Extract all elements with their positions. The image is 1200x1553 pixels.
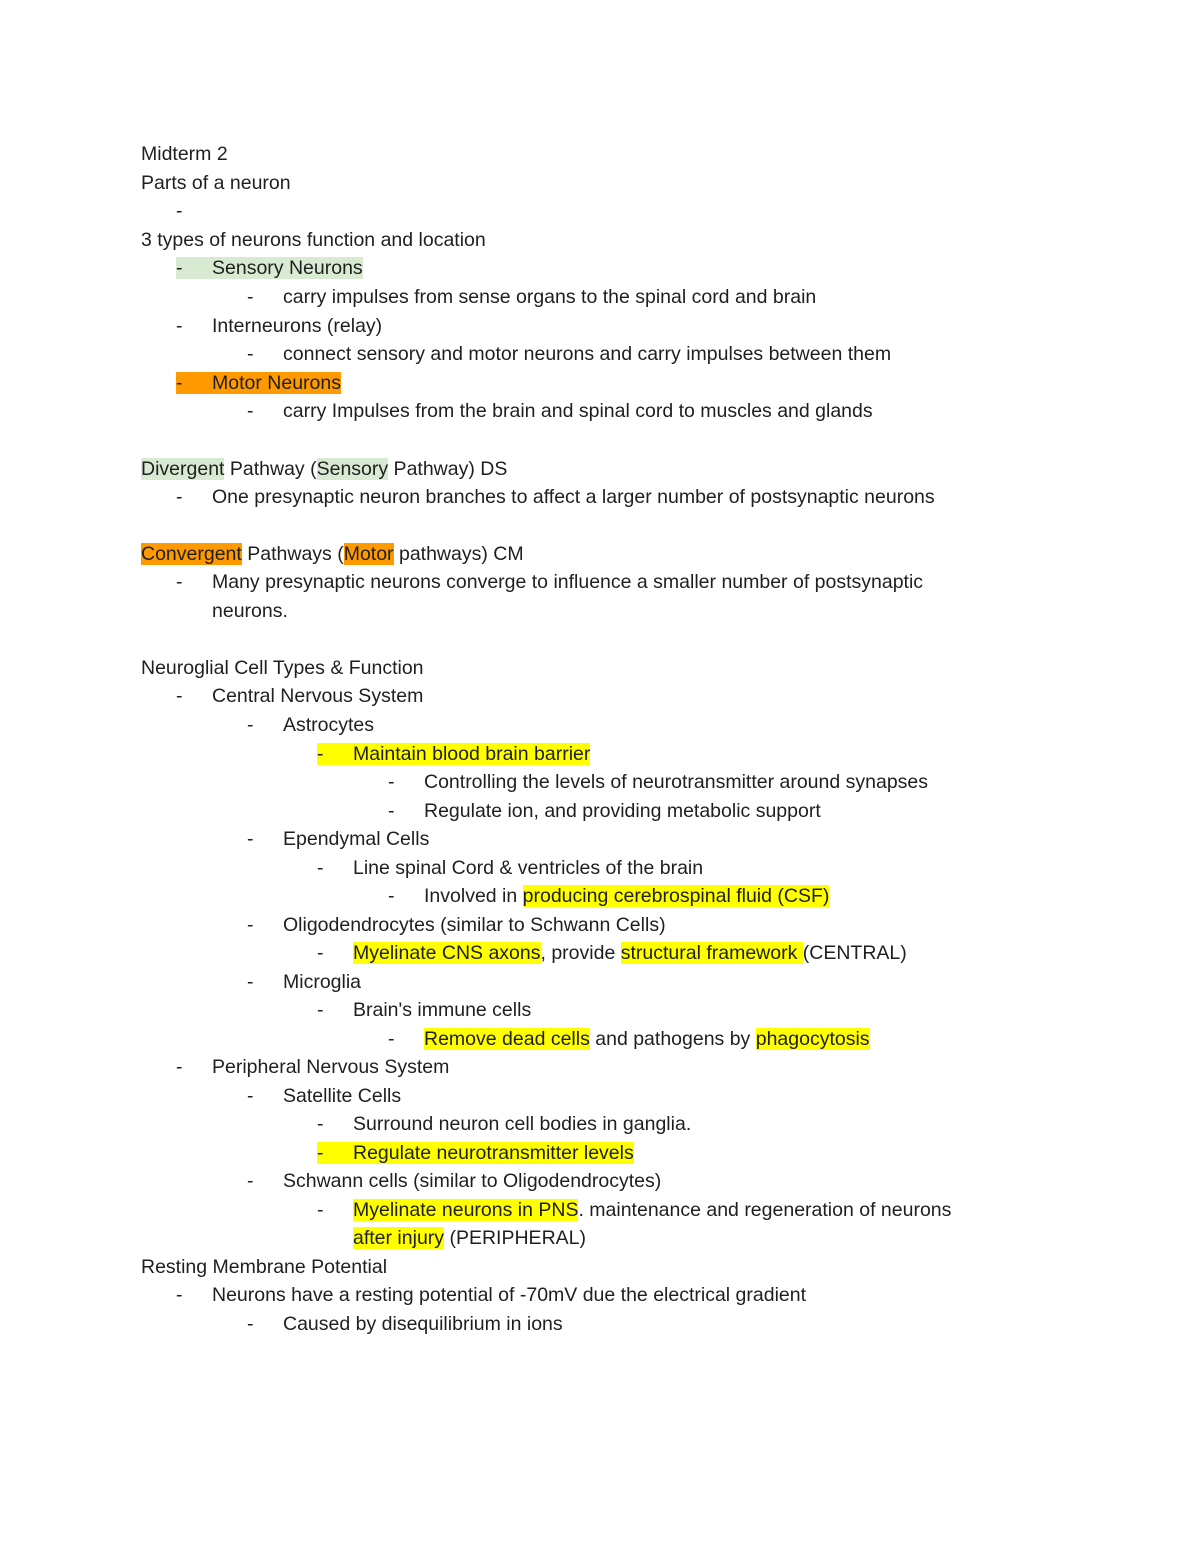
astro-point-1 bbox=[317, 741, 590, 767]
bullet-dash: - bbox=[317, 743, 324, 765]
epen-point-2 bbox=[388, 883, 829, 909]
myelinate-pns-highlight: Myelinate neurons in PNS bbox=[353, 1199, 579, 1221]
bullet-dash: - bbox=[247, 714, 254, 736]
resting-item-2-text: Caused by disequilibrium in ions bbox=[283, 1313, 563, 1335]
cns-item bbox=[176, 683, 423, 709]
parts-empty-bullet: - bbox=[176, 200, 183, 222]
motor-desc bbox=[247, 398, 873, 424]
bullet-dash: - bbox=[247, 400, 254, 422]
motor-word: Motor bbox=[343, 543, 394, 565]
divergent-text-end: Pathway) DS bbox=[388, 458, 508, 480]
csf-highlight: producing cerebrospinal fluid (CSF) bbox=[522, 885, 830, 907]
micro-point-1-text: Brain's immune cells bbox=[353, 999, 532, 1021]
divergent-word: Divergent bbox=[141, 458, 225, 480]
after-injury-highlight: after injury bbox=[353, 1227, 445, 1249]
convergent-text: Pathways ( bbox=[241, 543, 344, 565]
divergent-item-text: One presynaptic neuron branches to affect a larger number of postsynaptic neurons bbox=[212, 486, 935, 508]
astro-point-3-text: Regulate ion, and providing metabolic support bbox=[424, 800, 821, 822]
cns-label: Central Nervous System bbox=[212, 685, 424, 707]
schw-point-1 bbox=[317, 1197, 951, 1223]
motor-item bbox=[176, 370, 341, 396]
doc-title: Midterm 2 bbox=[141, 143, 228, 165]
schw-peripheral: (PERIPHERAL) bbox=[444, 1227, 586, 1249]
bullet-dash: - bbox=[247, 343, 254, 365]
convergent-word: Convergent bbox=[141, 543, 242, 565]
bullet-dash: - bbox=[317, 999, 324, 1021]
bullet-dash: - bbox=[317, 1199, 324, 1221]
epen-point-2-text: Involved in bbox=[424, 885, 523, 907]
epen-point-1 bbox=[317, 855, 703, 881]
sensory-label: Sensory Neurons bbox=[212, 257, 363, 279]
astro-point-2 bbox=[388, 769, 928, 795]
astrocytes-label: Astrocytes bbox=[283, 714, 375, 736]
ependymal-item bbox=[247, 826, 429, 852]
astrocytes-item bbox=[247, 712, 374, 738]
motor-label: Motor Neurons bbox=[212, 372, 341, 394]
divergent-heading bbox=[141, 456, 507, 482]
pns-item bbox=[176, 1054, 449, 1080]
schwann-label: Schwann cells (similar to Oligodendrocytes) bbox=[283, 1170, 662, 1192]
epen-point-1-text: Line spinal Cord & ventricles of the brain bbox=[353, 857, 704, 879]
sensory-word: Sensory bbox=[316, 458, 389, 480]
inter-item bbox=[176, 313, 382, 339]
resting-item-1-text: Neurons have a resting potential of -70mV due the electrical gradient bbox=[212, 1284, 807, 1306]
sensory-desc-text: carry impulses from sense organs to the spinal cord and brain bbox=[283, 286, 817, 308]
types-heading: 3 types of neurons function and location bbox=[141, 229, 486, 251]
bullet-dash: - bbox=[388, 800, 395, 822]
sat-point-2 bbox=[317, 1140, 634, 1166]
satellite-item bbox=[247, 1083, 401, 1109]
bullet-dash: - bbox=[247, 1170, 254, 1192]
sensory-item bbox=[176, 255, 363, 281]
remove-dead-cells-highlight: Remove dead cells bbox=[424, 1028, 590, 1050]
bullet-dash: - bbox=[317, 857, 324, 879]
bullet-dash: - bbox=[176, 1056, 183, 1078]
bullet-dash: - bbox=[247, 828, 254, 850]
convergent-item bbox=[176, 569, 923, 595]
bullet-dash: - bbox=[247, 1085, 254, 1107]
bullet-dash: - bbox=[317, 1142, 324, 1164]
schwann-item bbox=[247, 1168, 661, 1194]
divergent-item bbox=[176, 484, 935, 510]
oligo-point-1 bbox=[317, 940, 907, 966]
convergent-item-line1: Many presynaptic neurons converge to influence a smaller number of postsynaptic bbox=[212, 571, 924, 593]
bullet-dash: - bbox=[247, 1313, 254, 1335]
oligo-central: (CENTRAL) bbox=[802, 942, 907, 964]
schw-text: . maintenance and regeneration of neurons bbox=[578, 1199, 952, 1221]
myelinate-cns-highlight: Myelinate CNS axons bbox=[353, 942, 541, 964]
micro-point-2 bbox=[388, 1026, 870, 1052]
bullet-dash: - bbox=[388, 885, 395, 907]
astro-point-2-text: Controlling the levels of neurotransmitter around synapses bbox=[424, 771, 929, 793]
schw-point-1-cont bbox=[353, 1225, 586, 1251]
inter-label: Interneurons (relay) bbox=[212, 315, 383, 337]
micro-text: and pathogens by bbox=[589, 1028, 756, 1050]
bullet-dash: - bbox=[317, 1113, 324, 1135]
phagocytosis-highlight: phagocytosis bbox=[755, 1028, 870, 1050]
neuroglial-heading: Neuroglial Cell Types & Function bbox=[141, 657, 424, 679]
bullet-dash: - bbox=[176, 257, 183, 279]
bullet-dash: - bbox=[247, 971, 254, 993]
parts-heading: Parts of a neuron bbox=[141, 172, 291, 194]
oligo-item bbox=[247, 912, 666, 938]
astro-point-1-text: Maintain blood brain barrier bbox=[353, 743, 591, 765]
pns-label: Peripheral Nervous System bbox=[212, 1056, 450, 1078]
inter-desc-text: connect sensory and motor neurons and carry impulses between them bbox=[283, 343, 892, 365]
oligo-text: , provide bbox=[540, 942, 621, 964]
oligo-label: Oligodendrocytes (similar to Schwann Cells) bbox=[283, 914, 666, 936]
ependymal-label: Ependymal Cells bbox=[283, 828, 430, 850]
satellite-label: Satellite Cells bbox=[283, 1085, 402, 1107]
bullet-dash: - bbox=[176, 685, 183, 707]
structural-framework-highlight: structural framework bbox=[620, 942, 803, 964]
bullet-dash: - bbox=[176, 1284, 183, 1306]
convergent-item-line2: neurons. bbox=[212, 600, 288, 622]
resting-heading: Resting Membrane Potential bbox=[141, 1256, 388, 1278]
inter-desc bbox=[247, 341, 891, 367]
resting-item-1 bbox=[176, 1282, 806, 1308]
sensory-desc bbox=[247, 284, 816, 310]
convergent-heading bbox=[141, 541, 524, 567]
resting-item-2 bbox=[247, 1311, 563, 1337]
micro-point-1 bbox=[317, 997, 531, 1023]
sat-point-1-text: Surround neuron cell bodies in ganglia. bbox=[353, 1113, 692, 1135]
bullet-dash: - bbox=[176, 315, 183, 337]
bullet-dash: - bbox=[388, 771, 395, 793]
microglia-label: Microglia bbox=[283, 971, 362, 993]
bullet-dash: - bbox=[388, 1028, 395, 1050]
sat-point-1 bbox=[317, 1111, 691, 1137]
divergent-text: Pathway ( bbox=[224, 458, 317, 480]
motor-desc-text: carry Impulses from the brain and spinal cord to muscles and glands bbox=[283, 400, 873, 422]
bullet-dash: - bbox=[176, 571, 183, 593]
convergent-text-end: pathways) CM bbox=[393, 543, 524, 565]
astro-point-3 bbox=[388, 798, 821, 824]
microglia-item bbox=[247, 969, 361, 995]
sat-point-2-text: Regulate neurotransmitter levels bbox=[353, 1142, 634, 1164]
bullet-dash: - bbox=[176, 486, 183, 508]
bullet-dash: - bbox=[317, 942, 324, 964]
bullet-dash: - bbox=[247, 286, 254, 308]
bullet-dash: - bbox=[176, 372, 183, 394]
bullet-dash: - bbox=[247, 914, 254, 936]
